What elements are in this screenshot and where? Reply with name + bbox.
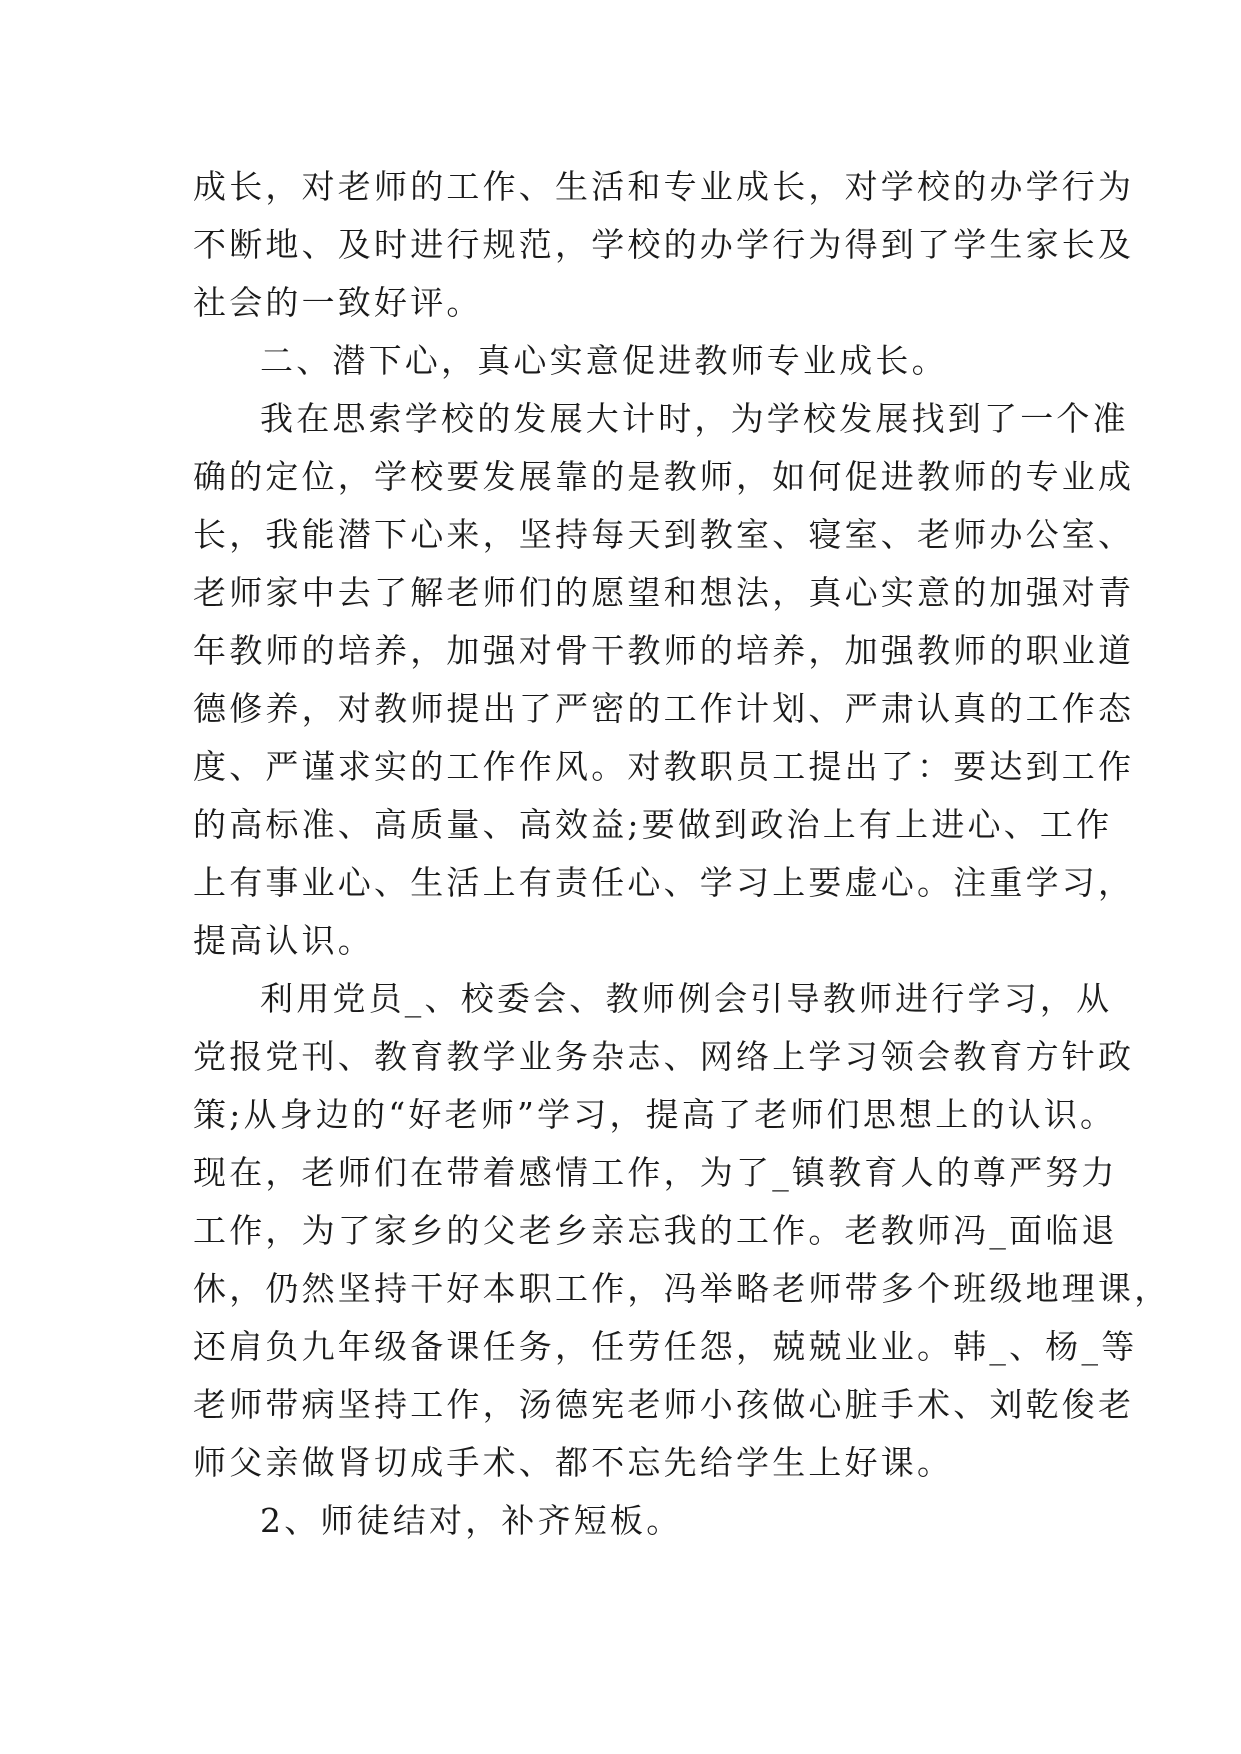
text-line: 德修养，对教师提出了严密的工作计划、严肃认真的工作态 — [193, 689, 1135, 728]
text-line: 老师带病坚持工作，汤德宪老师小孩做心脏手术、刘乾俊老 — [193, 1385, 1135, 1424]
text-line: 成长，对老师的工作、生活和专业成长，对学校的办学行为 — [193, 167, 1135, 206]
text-line: 提高认识。 — [193, 921, 374, 960]
text-line: 年教师的培养，加强对骨干教师的培养，加强教师的职业道 — [193, 631, 1135, 670]
text-line: 休，仍然坚持干好本职工作，冯举略老师带多个班级地理课， — [193, 1269, 1171, 1308]
text-line: 我在思索学校的发展大计时，为学校发展找到了一个准 — [260, 399, 1129, 438]
text-line: 现在，老师们在带着感情工作，为了_镇教育人的尊严努力 — [193, 1153, 1118, 1192]
text-line: 上有事业心、生活上有责任心、学习上要虚心。注重学习， — [193, 863, 1135, 902]
text-line: 不断地、及时进行规范，学校的办学行为得到了学生家长及 — [193, 225, 1135, 264]
text-line: 工作，为了家乡的父老乡亲忘我的工作。老教师冯_面临退 — [193, 1211, 1118, 1250]
text-line: 利用党员_、校委会、教师例会引导教师进行学习，从 — [260, 979, 1113, 1018]
text-line: 师父亲做肾切成手术、都不忘先给学生上好课。 — [193, 1443, 954, 1482]
text-line: 长，我能潜下心来，坚持每天到教室、寝室、老师办公室、 — [193, 515, 1135, 554]
section-heading: 2、师徒结对，补齐短板。 — [260, 1501, 683, 1540]
text-line: 还肩负九年级备课任务，任劳任怨，兢兢业业。韩_、杨_等 — [193, 1327, 1138, 1366]
text-line: 策;从身边的“好老师”学习，提高了老师们思想上的认识。 — [193, 1095, 1117, 1134]
text-line: 老师家中去了解老师们的愿望和想法，真心实意的加强对青 — [193, 573, 1135, 612]
section-heading: 二、潜下心，真心实意促进教师专业成长。 — [260, 341, 948, 380]
text-line: 党报党刊、教育教学业务杂志、网络上学习领会教育方针政 — [193, 1037, 1135, 1076]
text-line: 度、严谨求实的工作作风。对教职员工提出了：要达到工作 — [193, 747, 1135, 786]
text-line: 确的定位，学校要发展靠的是教师，如何促进教师的专业成 — [193, 457, 1135, 496]
text-line: 的高标准、高质量、高效益;要做到政治上有上进心、工作 — [193, 805, 1113, 844]
document-body — [193, 158, 1171, 1550]
text-line: 社会的一致好评。 — [193, 283, 483, 322]
